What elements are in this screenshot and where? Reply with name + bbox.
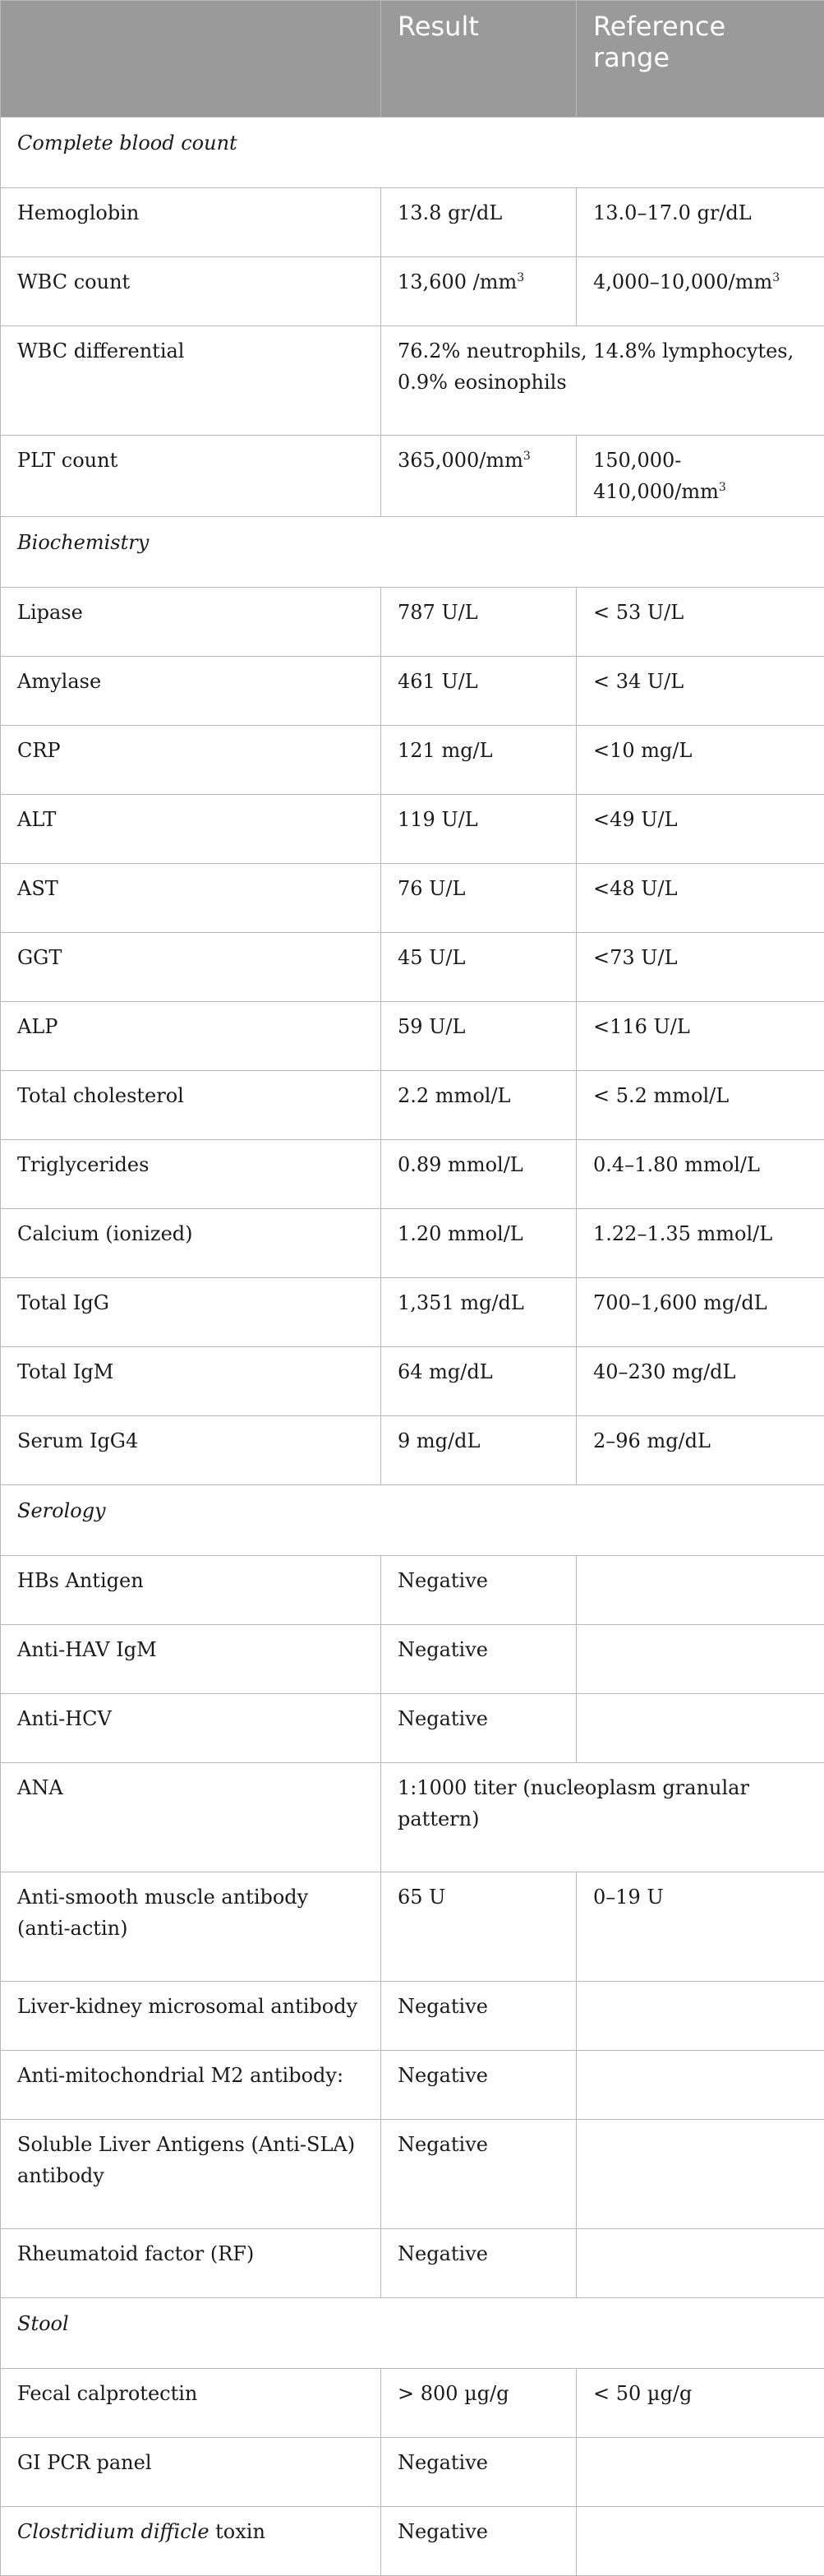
test-result: Negative: [381, 1982, 577, 2051]
reference-value: 4,000–10,000/mm: [593, 270, 772, 293]
test-name: AST: [1, 864, 381, 933]
section-row-serology: [1, 1485, 824, 1556]
test-result: 76 U/L: [381, 864, 577, 933]
test-result-span: 76.2% neutrophils, 14.8% lymphocytes, 0.9% eosinophils: [381, 326, 824, 436]
table-row: [1, 2507, 824, 2576]
test-name: Triglycerides: [1, 1140, 381, 1209]
section-title: Complete blood count: [1, 118, 824, 188]
test-reference: [577, 1556, 824, 1625]
test-reference: 0.4–1.80 mmol/L: [577, 1140, 824, 1209]
table-row: [1, 795, 824, 864]
section-title: Biochemistry: [1, 517, 824, 588]
table-row: [1, 2438, 824, 2507]
table-row: [1, 1071, 824, 1140]
table-row: [1, 326, 824, 436]
test-name: Liver-kidney microsomal antibody: [1, 1982, 381, 2051]
test-name: Rheumatoid factor (RF): [1, 2229, 381, 2298]
test-result: 1,351 mg/dL: [381, 1278, 577, 1347]
test-name: Anti-smooth muscle antibody (anti-actin): [1, 1872, 381, 1982]
header-result-column: Result: [381, 1, 577, 118]
test-reference: < 34 U/L: [577, 657, 824, 726]
section-row-complete-blood-count: [1, 118, 824, 188]
table-row: [1, 1763, 824, 1872]
table-row: [1, 257, 824, 326]
test-result: 59 U/L: [381, 1002, 577, 1071]
test-result: 121 mg/L: [381, 726, 577, 795]
test-reference: 13.0–17.0 gr/dL: [577, 188, 824, 257]
test-name: Anti-mitochondrial M2 antibody:: [1, 2051, 381, 2120]
table-row: [1, 864, 824, 933]
test-result: 64 mg/dL: [381, 1347, 577, 1416]
test-result: Negative: [381, 2051, 577, 2120]
test-reference: <49 U/L: [577, 795, 824, 864]
result-value: 365,000/mm: [398, 449, 523, 472]
test-result: Negative: [381, 1625, 577, 1694]
test-name: GGT: [1, 933, 381, 1002]
test-name: PLT count: [1, 436, 381, 517]
test-reference: <73 U/L: [577, 933, 824, 1002]
test-reference: [577, 2229, 824, 2298]
test-result: Negative: [381, 2120, 577, 2229]
test-reference: [577, 2438, 824, 2507]
test-result: 13.8 gr/dL: [381, 188, 577, 257]
test-reference: 2–96 mg/dL: [577, 1416, 824, 1485]
table-row: [1, 933, 824, 1002]
table-row: [1, 1694, 824, 1763]
section-row-biochemistry: [1, 517, 824, 588]
test-result-span: 1:1000 titer (nucleoplasm granular pattern): [381, 1763, 824, 1872]
test-result: > 800 µg/g: [381, 2369, 577, 2438]
result-value: 13,600 /mm: [398, 270, 517, 293]
table-row: [1, 1347, 824, 1416]
test-name: Hemoglobin: [1, 188, 381, 257]
test-name: WBC count: [1, 257, 381, 326]
table-row: [1, 1982, 824, 2051]
result-superscript: 3: [517, 271, 524, 284]
test-reference: [577, 436, 824, 517]
result-superscript: 3: [523, 450, 531, 463]
test-reference: 1.22–1.35 mmol/L: [577, 1209, 824, 1278]
test-name: [1, 2507, 381, 2576]
table-row: [1, 1416, 824, 1485]
test-result: 65 U: [381, 1872, 577, 1982]
table-row: [1, 1209, 824, 1278]
section-row-stool: [1, 2298, 824, 2369]
test-reference: < 5.2 mmol/L: [577, 1071, 824, 1140]
test-name: Anti-HCV: [1, 1694, 381, 1763]
test-reference: <48 U/L: [577, 864, 824, 933]
test-result: 0.89 mmol/L: [381, 1140, 577, 1209]
test-result: Negative: [381, 2507, 577, 2576]
test-reference: <10 mg/L: [577, 726, 824, 795]
test-name: HBs Antigen: [1, 1556, 381, 1625]
test-result: Negative: [381, 1556, 577, 1625]
test-reference: [577, 1625, 824, 1694]
test-name: CRP: [1, 726, 381, 795]
test-reference: [577, 1982, 824, 2051]
header-row: [1, 1, 824, 118]
table-body: [1, 118, 824, 2576]
test-result: 787 U/L: [381, 588, 577, 657]
test-name: Soluble Liver Antigens (Anti-SLA) antibody: [1, 2120, 381, 2229]
test-reference: [577, 2051, 824, 2120]
test-reference: 700–1,600 mg/dL: [577, 1278, 824, 1347]
section-title: Stool: [1, 2298, 824, 2369]
test-result: 9 mg/dL: [381, 1416, 577, 1485]
test-name-suffix: toxin: [209, 2520, 265, 2543]
table-row: [1, 726, 824, 795]
test-name: Anti-HAV IgM: [1, 1625, 381, 1694]
test-result: Negative: [381, 1694, 577, 1763]
test-name: Fecal calprotectin: [1, 2369, 381, 2438]
test-name: ALT: [1, 795, 381, 864]
test-result: Negative: [381, 2229, 577, 2298]
test-reference: <116 U/L: [577, 1002, 824, 1071]
header-reference-line2: range: [593, 42, 670, 73]
test-name: GI PCR panel: [1, 2438, 381, 2507]
test-name: Lipase: [1, 588, 381, 657]
table-header: [1, 1, 824, 118]
reference-value: 150,000-410,000/mm: [593, 449, 719, 503]
table-row: [1, 188, 824, 257]
test-name: Total IgM: [1, 1347, 381, 1416]
test-name: Total cholesterol: [1, 1071, 381, 1140]
test-name: Serum IgG4: [1, 1416, 381, 1485]
test-reference: [577, 2120, 824, 2229]
test-result: [381, 436, 577, 517]
reference-superscript: 3: [772, 271, 780, 284]
table-row: [1, 2229, 824, 2298]
header-test-column: [1, 1, 381, 118]
test-result: 2.2 mmol/L: [381, 1071, 577, 1140]
reference-superscript: 3: [719, 481, 726, 494]
test-result: 461 U/L: [381, 657, 577, 726]
test-name: ALP: [1, 1002, 381, 1071]
table-row: [1, 657, 824, 726]
header-reference-line1: Reference: [593, 11, 725, 42]
table-row: [1, 1140, 824, 1209]
table-row: [1, 2120, 824, 2229]
test-result: [381, 257, 577, 326]
table-row: [1, 1625, 824, 1694]
test-reference: 40–230 mg/dL: [577, 1347, 824, 1416]
test-name: WBC differential: [1, 326, 381, 436]
test-reference: [577, 257, 824, 326]
table-row: [1, 1556, 824, 1625]
table-row: [1, 588, 824, 657]
section-title: Serology: [1, 1485, 824, 1556]
test-reference: 0–19 U: [577, 1872, 824, 1982]
organism-name: Clostridium difficle: [17, 2520, 209, 2543]
table-row: [1, 1278, 824, 1347]
test-name: Total IgG: [1, 1278, 381, 1347]
test-reference: < 50 µg/g: [577, 2369, 824, 2438]
test-reference: < 53 U/L: [577, 588, 824, 657]
table-row: [1, 2051, 824, 2120]
table-row: [1, 2369, 824, 2438]
test-name: Calcium (ionized): [1, 1209, 381, 1278]
test-name: ANA: [1, 1763, 381, 1872]
test-reference: [577, 2507, 824, 2576]
test-name: Amylase: [1, 657, 381, 726]
test-reference: [577, 1694, 824, 1763]
test-result: 119 U/L: [381, 795, 577, 864]
table-row: [1, 1872, 824, 1982]
header-reference-column: [577, 1, 824, 118]
table-row: [1, 1002, 824, 1071]
test-result: 45 U/L: [381, 933, 577, 1002]
test-result: Negative: [381, 2438, 577, 2507]
table-row: [1, 436, 824, 517]
test-result: 1.20 mmol/L: [381, 1209, 577, 1278]
